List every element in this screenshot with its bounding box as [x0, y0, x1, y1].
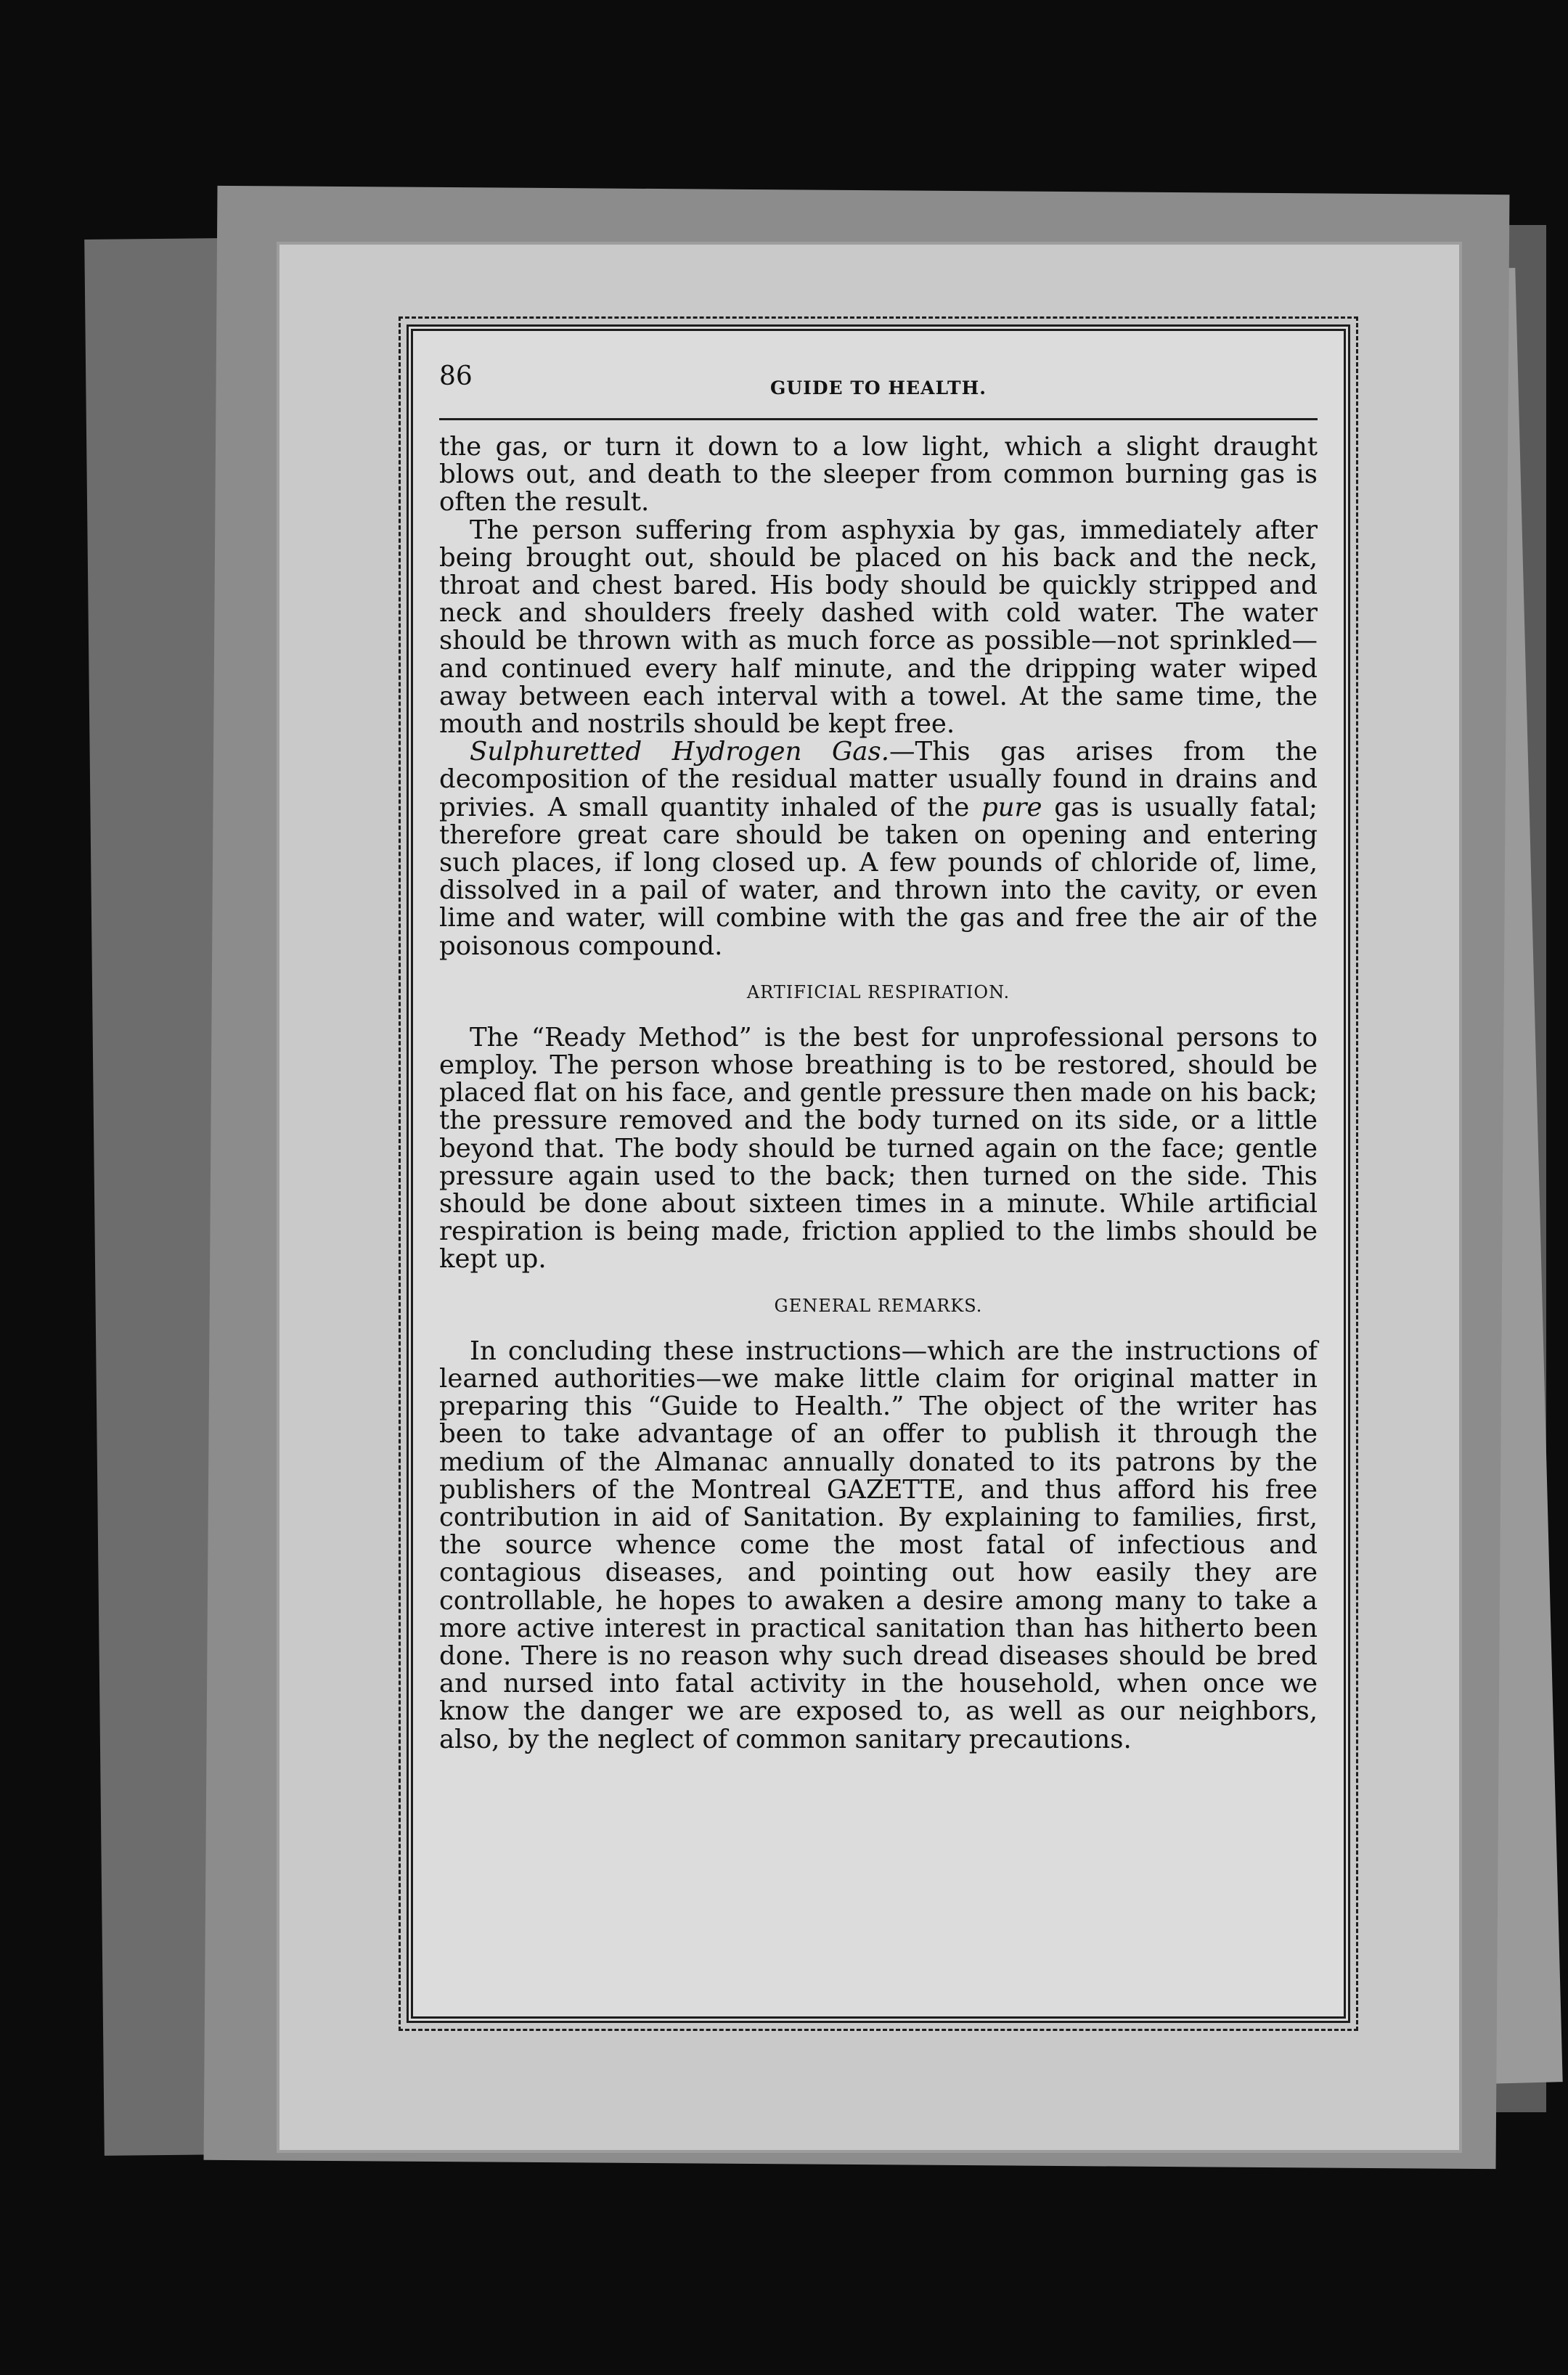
paragraph-continued: the gas, or turn it down to a low light, which a slight draught blows out, and death to the sleeper from common burning gas is often the result.	[439, 432, 1318, 518]
emphasis-word: pure	[981, 792, 1042, 822]
page-header	[439, 360, 1318, 420]
paragraph-asphyxia: The person suffering from asphyxia by gas, immediately after being brought out, should be placed on his back and the neck, throat and chest bared. His body should be quickly stripped and neck and shoulders freely dashed with cold water. The water should be thrown with as much force as possible—not sprinkled—and continued every half minute, and the dripping water wiped away between each interval with a towel. At the same time, the mouth and nostrils should be kept free.	[439, 515, 1318, 740]
paragraph-hydrogen-gas	[439, 738, 1318, 960]
section-title-general-remarks: GENERAL REMARKS.	[774, 1295, 983, 1316]
running-head: GUIDE TO HEALTH.	[770, 377, 987, 398]
decorative-border-frame	[407, 324, 1350, 2023]
section-title-artificial-respiration: ARTIFICIAL RESPIRATION.	[746, 981, 1010, 1002]
paragraph-text-a: —This gas arises from the decomposition of the residual matter usually found in drains and privies. A small quantity inhaled of the	[439, 737, 1318, 822]
paragraph-text-b: gas is usually fatal; therefore great care should be taken on opening and entering such places, if long closed up. A few pounds of chloride of, lime, dissolved in a pail of water, and thrown into the cavity, or even lime and water, will combine with the gas and free the air of the poisonous compound.	[439, 792, 1318, 961]
paragraph-ready-method: The “Ready Method” is the best for unprofessional persons to employ. The person whose breathing is to be restored, should be placed flat on his face, and gentle pressure then made on his back; the pressure removed and the body turned on its side, or a little beyond that. The body should be turned again on the face; gentle pressure again used to the back; then turned on the side. This should be done about sixteen times in a minute. While artificial respiration is being made, friction applied to the limbs should be kept up.	[439, 1022, 1318, 1275]
book-page	[279, 245, 1459, 2150]
page-number: 86	[439, 361, 473, 391]
paragraph-concluding: In concluding these instructions—which are the instructions of learned authorities—we make little claim for original matter in preparing this “Guide to Health.” The object of the writer has been to take advantage of an offer to publish it through the medium of the Almanac annually donated to its patrons by the publishers of the Montreal GAZETTE, and thus afford his free contribution in aid of Sanitation. By explaining to families, first, the source whence come the most fatal of infectious and contagious diseases, and pointing out how easily they are controllable, he hopes to awaken a desire among many to take a more active interest in practical sanitation than has hitherto been done. There is no reason why such dread diseases should be bred and nursed into fatal activity in the household, when once we know the danger we are exposed to, as well as our neighbors, also, by the neglect of common sanitary precautions.	[439, 1336, 1318, 1754]
paragraph-run-in-heading: Sulphuretted Hydrogen Gas.	[470, 737, 889, 767]
